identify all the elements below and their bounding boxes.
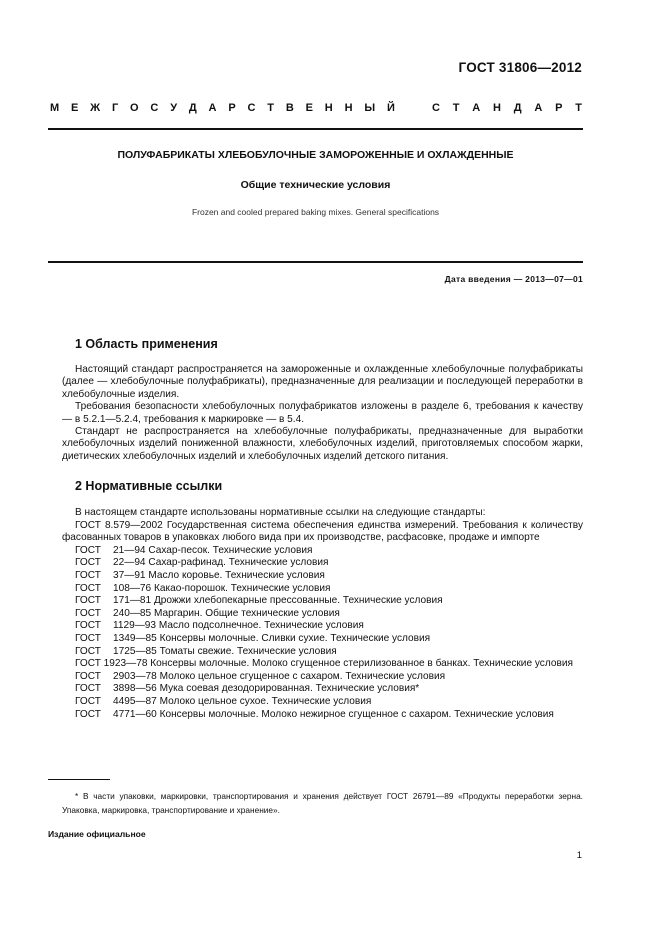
banner-letter: А [534, 102, 543, 114]
reference-title: 37—91 Масло коровье. Технические условия [113, 569, 325, 581]
banner-letter: Е [305, 102, 313, 114]
banner-letter: Н [324, 102, 333, 114]
document-code: ГОСТ 31806—2012 [458, 60, 582, 75]
reference-list [62, 545, 583, 658]
banner-letter: Т [267, 102, 275, 114]
reference-item [62, 545, 583, 558]
reference-item: ГОСТ 8.579—2002 Государственная система обеспечения единства измерений. Требования к количеству фасованных товаров в упаковках любого вида при их производстве, расфасовке, продаже и импорте [62, 519, 583, 544]
banner-letter: С [432, 102, 440, 114]
reference-code: ГОСТ [75, 645, 101, 657]
official-edition-label: Издание официальное [48, 829, 146, 839]
reference-title: 4495—87 Молоко цельное сухое. Технические условия [113, 695, 372, 707]
reference-title: 1129—93 Масло подсолнечное. Технические условия [113, 620, 364, 632]
english-title: Frozen and cooled prepared baking mixes. General specifications [191, 207, 440, 217]
reference-code: ГОСТ [75, 557, 101, 569]
reference-item [62, 696, 583, 709]
section-1-body [62, 364, 583, 463]
reference-code: ГОСТ [75, 620, 101, 632]
reference-item: ГОСТ 1923—78 Консервы молочные. Молоко сгущенное стерилизованное в банках. Технические условия [75, 658, 573, 670]
banner-letter: У [170, 102, 178, 114]
reference-item [62, 620, 583, 633]
header-rule [48, 128, 583, 130]
reference-item [62, 709, 583, 722]
reference-title: 171—81 Дрожжи хлебопекарные прессованные. Технические условия [113, 595, 443, 607]
banner-word-standard [432, 102, 582, 114]
reference-item [62, 570, 583, 583]
banner-word-interstate [50, 102, 395, 114]
reference-item [62, 633, 583, 646]
banner-letter: Е [71, 102, 79, 114]
banner-letter: В [285, 102, 294, 114]
reference-code: ГОСТ [75, 683, 101, 695]
title-rule [48, 261, 583, 263]
reference-code: ГОСТ [75, 632, 101, 644]
banner-letter: Ы [364, 102, 376, 114]
references-intro: В настоящем стандарте использованы нормативные ссылки на следующие стандарты: [75, 507, 486, 518]
reference-title: 3898—56 Мука соевая дезодорированная. Технические условия* [113, 683, 420, 695]
banner-letter: Р [555, 102, 563, 114]
document-subtitle: Общие технические условия [240, 179, 391, 191]
reference-code: ГОСТ [75, 544, 101, 556]
reference-title: 21—94 Сахар-песок. Технические условия [113, 544, 313, 556]
banner-letter: Д [188, 102, 197, 114]
reference-code: ГОСТ [75, 708, 101, 720]
reference-item [62, 683, 583, 696]
banner-letter: Ж [90, 102, 101, 114]
section-1-paragraph: Стандарт не распространяется на хлебобулочные полуфабрикаты, предназначенные для выработки хлебобулочных изделий пониженной влажности, хлебобулочных изделий, приготовляемых способом жарки, диетических хлебобулочных изделий и хлебобулочных изделий детского питания. [62, 426, 583, 462]
reference-code: ГОСТ [75, 607, 101, 619]
footnote-rule [48, 779, 110, 780]
section-2-heading: 2 Нормативные ссылки [75, 479, 223, 493]
section-1-paragraph: Требования безопасности хлебобулочных полуфабрикатов изложены в разделе 6, требования к качеству — в 5.2.1—5.2.4, требования к маркировке — в 5.4. [62, 401, 583, 425]
reference-code: ГОСТ [75, 569, 101, 581]
banner-letter: Г [111, 102, 119, 114]
banner-letter: Н [492, 102, 501, 114]
section-1-paragraph: Настоящий стандарт распространяется на замороженные и охлажденные хлебобулочные полуфабрикаты (далее — хлебобулочные полуфабрикаты), предназначенные для реализации и последующей переработки в хлебобулочные изделия. [62, 364, 583, 400]
reference-code: ГОСТ [75, 595, 101, 607]
reference-item [62, 608, 583, 621]
reference-title: 108—76 Какао-порошок. Технические условия [113, 582, 331, 594]
banner-letter: С [247, 102, 256, 114]
reference-code: ГОСТ [75, 695, 101, 707]
document-title: ПОЛУФАБРИКАТЫ ХЛЕБОБУЛОЧНЫЕ ЗАМОРОЖЕННЫЕ И ОХЛАЖДЕННЫЕ [117, 149, 514, 161]
footnote [62, 790, 583, 817]
banner-letter: Д [513, 102, 522, 114]
reference-title: 2903—78 Молоко цельное сгущенное с сахаром. Технические условия [113, 670, 446, 682]
reference-title: 1725—85 Томаты свежие. Технические условия [113, 645, 337, 657]
reference-title: 4771—60 Консервы молочные. Молоко нежирное сгущенное с сахаром. Технические условия [113, 708, 554, 720]
reference-item [62, 595, 583, 608]
banner-letter: Н [344, 102, 353, 114]
banner-letter: С [150, 102, 159, 114]
banner-letter: Р [228, 102, 236, 114]
reference-item [62, 671, 583, 684]
reference-code: ГОСТ [75, 582, 101, 594]
reference-code: ГОСТ [75, 670, 101, 682]
reference-list [62, 671, 583, 721]
footnote-text: * В части упаковки, маркировки, транспортирования и хранения действует ГОСТ 26791—89 «Продукты переработки зерна. Упаковка, маркировка, транспортирование и хранение». [62, 791, 583, 815]
reference-title: 22—94 Сахар-рафинад. Технические условия [113, 557, 329, 569]
reference-item [62, 583, 583, 596]
reference-item [62, 646, 583, 659]
banner-letter: Т [575, 102, 582, 114]
banner-letter: О [130, 102, 139, 114]
banner-letter: М [50, 102, 60, 114]
page-number: 1 [576, 850, 582, 861]
introduction-date: Дата введения — 2013—07—01 [444, 274, 583, 284]
section-2-body [62, 507, 583, 721]
banner-letter: А [472, 102, 481, 114]
reference-item [62, 557, 583, 570]
banner-letter: Й [386, 102, 395, 114]
standard-banner [50, 102, 582, 114]
section-1-heading: 1 Область применения [75, 337, 218, 351]
banner-letter: А [208, 102, 217, 114]
banner-letter: Т [452, 102, 460, 114]
reference-title: 1349—85 Консервы молочные. Сливки сухие. Технические условия [113, 632, 431, 644]
reference-title: 240—85 Маргарин. Общие технические условия [113, 607, 340, 619]
